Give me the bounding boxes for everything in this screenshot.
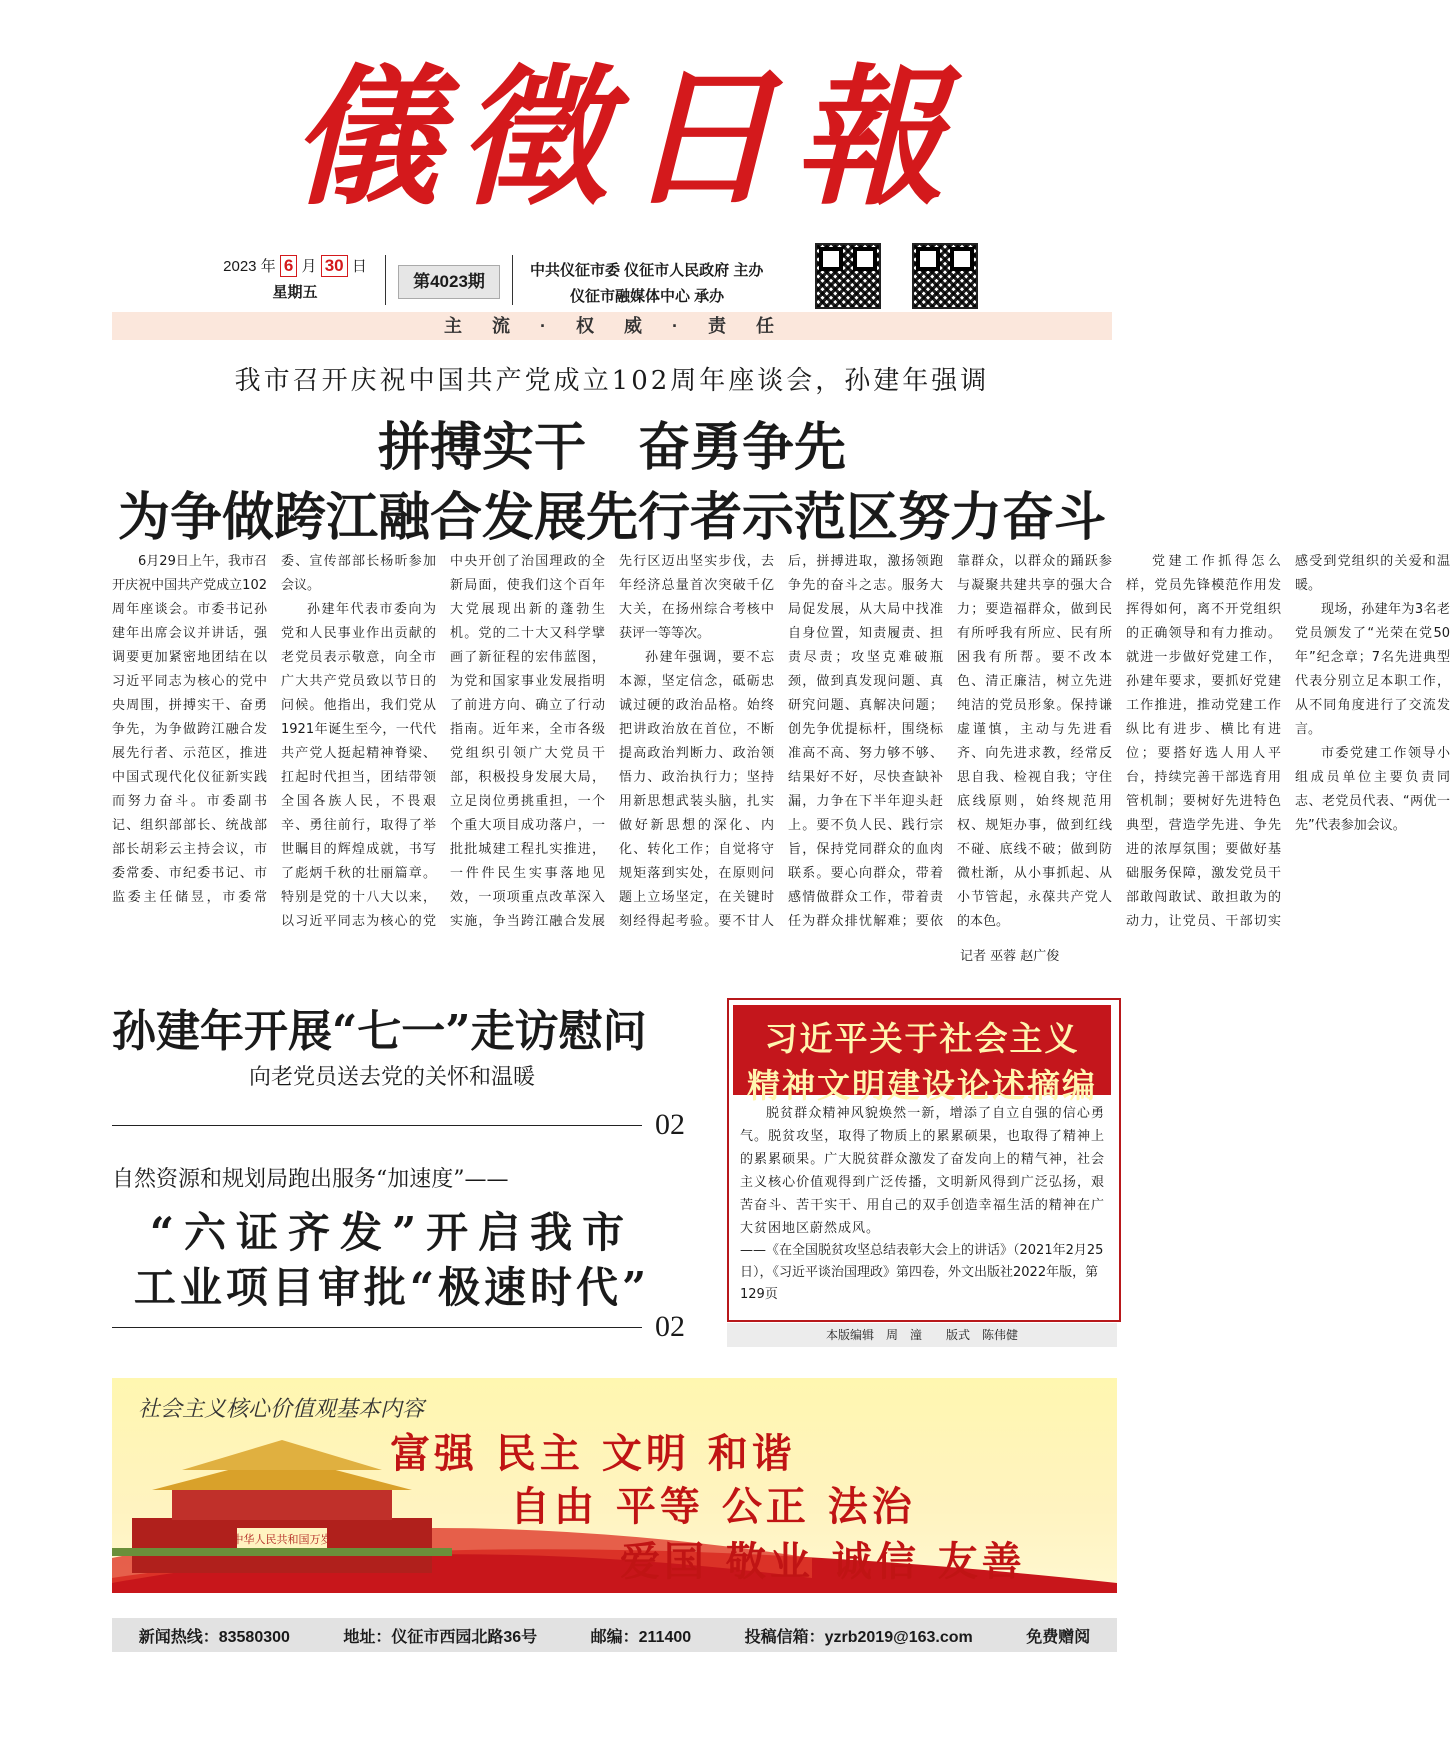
gate-plaque-text: 中华人民共和国万岁 (232, 1533, 332, 1546)
article-paragraph: 市委党建工作领导小组成员单位主要负责同志、老党员代表、“两优一先”代表参加会议。 (1295, 746, 1450, 833)
quote-box-title-1: 习近平关于社会主义 (764, 1019, 1080, 1058)
date-month-unit: 月 (301, 258, 317, 275)
lead-headline-2[interactable]: 为争做跨江融合发展先行者示范区努力奋斗 (117, 488, 1106, 548)
article-paragraph: 6月29日上午，我市召开庆祝中国共产党成立102周年座谈会。市委书记孙建年出席会议并讲话，强调要更加紧密地团结在以习近平同志为核心的党中央周围，拼搏实干、奋勇争先，为争做跨江融合发展先行者、示范区，推进中国式现代化仪征新实践而努力奋斗。市委副书记、组织部部长、统战部部长胡彩云主持会议，市委常委、市纪委书记、市监委主任储昱，市委常委、宣传部部长杨昕参加会议。 (112, 554, 436, 905)
masthead-svg (280, 40, 963, 230)
qr-code-icon[interactable] (912, 243, 978, 309)
date-year: 2023 (223, 258, 257, 275)
masthead-title: 儀徵日報 (290, 50, 963, 226)
lead-headline-1[interactable]: 拼搏实干 奋勇争先 (377, 418, 846, 478)
banner-title: 社会主义核心价值观基本内容 (138, 1397, 425, 1422)
divider (512, 255, 513, 305)
issue-number: 第4023期 (398, 265, 500, 299)
article-paragraph: 党建工作抓得怎么样，党员先锋模范作用发挥得如何，离不开党组织的正确领导和有力推动。就进一步做好党建工作，孙建年要求，要抓好党建工作推进，推动党建工作纵比有进步、横比有进位；要搭好选人用人平台，持续完善干部选育用管机制；要树好先进特色典型，营造学先进、争先进的浓厚氛围；要做好基础服务保障，激发党员干部敢闯敢试、敢担敢为的动力，让党员、干部切实感受到党组织的关爱和温暖。 (1126, 554, 1450, 929)
gate-roof-upper (182, 1440, 382, 1470)
date-block (215, 255, 375, 302)
quote-box-citation: ——《在全国脱贫攻坚总结表彰大会上的讲话》（2021年2月25日），《习近平谈治国理政》第四卷，外文出版社2022年版，第129页 (740, 1243, 1104, 1302)
lead-article-body (112, 550, 1450, 940)
footer-postcode: 邮编：211400 (590, 1628, 692, 1646)
article-paragraph: 现场，孙建年为3名老党员颁发了“光荣在党50年”纪念章；7名先进典型代表分别立足本职工作，从不同角度进行了交流发言。 (1295, 602, 1450, 737)
quote-box-body: 脱贫群众精神风貌焕然一新，增添了自立自强的信心勇气。脱贫攻坚，取得了物质上的累累硕果，也取得了精神上的累累硕果。广大脱贫群众激发了奋发向上的精气神，社会主义核心价值观得到广泛传播，文明新风得到广泛弘扬，艰苦奋斗、苦干实干、用自己的双手创造幸福生活的精神在广大贫困地区蔚然成风。 (740, 1106, 1105, 1236)
story3-title-1[interactable]: “六证齐发”开启我市 (149, 1208, 635, 1257)
quote-box-title-2: 精神文明建设论述摘编 (747, 1066, 1097, 1105)
rule (112, 1125, 642, 1126)
footer-bar (112, 1618, 1117, 1652)
trees (112, 1548, 452, 1556)
date-weekday: 星期五 (272, 284, 318, 301)
gate-tower (172, 1488, 392, 1520)
qr-code-icon[interactable] (815, 243, 881, 309)
values-line-1: 富强 民主 文明 和谐 (390, 1431, 796, 1477)
story2-subtitle: 向老党员送去党的关怀和温暖 (248, 1065, 535, 1090)
footer-email[interactable]: 投稿信箱：yzrb2019@163.com (744, 1628, 973, 1646)
values-line-3: 爱国 敬业 诚信 友善 (620, 1539, 1026, 1585)
article-paragraph: 孙建年强调，要不忘本源，坚定信念，砥砺忠诚过硬的政治品格。始终把讲政治放在首位，不断提高政治判断力、政治领悟力、政治执行力；坚持用新思想武装头脑，扎实做好新思想的深化、内化、转化工作；自觉将守规矩落到实处，在原则问题上立场坚定，在关键时刻经得起考验。要不甘人后，拼搏进取，激扬领跑争先的奋斗之志。服务大局促发展，从大局中找准自身位置，知责履责、担责尽责；攻坚克难破瓶颈，做到真发现问题、真研究问题、真解决问题；创先争优提标杆，围绕标准高不高、努力够不够、结果好不好，尽快查缺补漏，力争在下半年迎头赶上。要不负人民、践行宗旨，保持党同群众的血肉联系。要心向群众，带着感情做群众工作，带着责任为群众排忧解难；要依靠群众，以群众的踊跃参与凝聚共建共享的强大合力；要造福群众，做到民有所呼我有所应、民有所困我有所帮。要不改本色、清正廉洁，树立先进纯洁的党员形象。保持谦虚谨慎，主动与先进看齐、向先进求教，经常反思自我、检视自我；守住底线原则，始终规范用权、规矩办事，做到红线不碰、底线不破；做到防微杜渐，从小事抓起、从小节管起，永葆共产党人的本色。 (619, 554, 1112, 929)
page-editors: 本版编辑 周 潼 版式 陈伟健 (727, 1323, 1117, 1347)
masthead-logo (280, 40, 963, 230)
story3-page-number[interactable]: 02 (655, 1310, 685, 1343)
date-day: 30 (321, 255, 348, 277)
rule (112, 1327, 642, 1328)
footer-hotline[interactable]: 新闻热线：83580300 (138, 1628, 290, 1646)
article-byline: 记者 巫蓉 赵广俊 (960, 949, 1060, 964)
divider (385, 255, 386, 305)
quote-box-header (733, 1005, 1111, 1105)
article-paragraph: 孙建年代表市委向为党和人民事业作出贡献的老党员表示敬意，向全市广大共产党员致以节日的问候。他指出，我们党从1921年诞生至今，一代代共产党人挺起精神脊梁、扛起时代担当，团结带领全国各族人民，不畏艰辛、勇往前行，取得了举世瞩目的辉煌成就，书写了彪炳千秋的壮丽篇章。特别是党的十八大以来，以习近平同志为核心的党中央开创了治国理政的全新局面，使我们这个百年大党展现出新的蓬勃生机。党的二十大又科学擘画了新征程的宏伟蓝图，为党和国家事业发展指明了前进方向、确立了行动指南。近年来，全市各级党组织引领广大党员干部，积极投身发展大局，立足岗位勇挑重担，一个个重大项目成功落户，一批批城建工程扎实推进，一件件民生实事落地见效，一项项重点改革深入实施，争当跨江融合发展先行区迈出坚实步伐，去年经济总量首次突破千亿大关，在扬州综合考核中获评一等等次。 (281, 554, 774, 929)
date-day-unit: 日 (351, 258, 367, 275)
date-year-unit: 年 (260, 258, 276, 275)
sponsor-block (530, 258, 790, 310)
footer-free: 免费赠阅 (1026, 1628, 1091, 1646)
date-month: 6 (280, 255, 297, 277)
footer-address: 地址：仪征市西园北路36号 (343, 1628, 538, 1646)
sponsor-line2: 仪征市融媒体中心 承办 (570, 288, 725, 305)
lead-kicker: 我市召开庆祝中国共产党成立102周年座谈会，孙建年强调 (234, 366, 990, 396)
story2-page-number[interactable]: 02 (655, 1108, 685, 1141)
story3-kicker: 自然资源和规划局跑出服务“加速度”—— (112, 1167, 509, 1192)
sponsor-line1: 中共仪征市委 仪征市人民政府 主办 (530, 262, 764, 279)
story3-title-2[interactable]: 工业项目审批“极速时代” (133, 1263, 651, 1312)
story2-title[interactable]: 孙建年开展“七一”走访慰问 (112, 1006, 647, 1057)
slogan-bar: 主 流 · 权 威 · 责 任 (112, 312, 1112, 340)
values-line-2: 自由 平等 公正 法治 (510, 1484, 916, 1530)
